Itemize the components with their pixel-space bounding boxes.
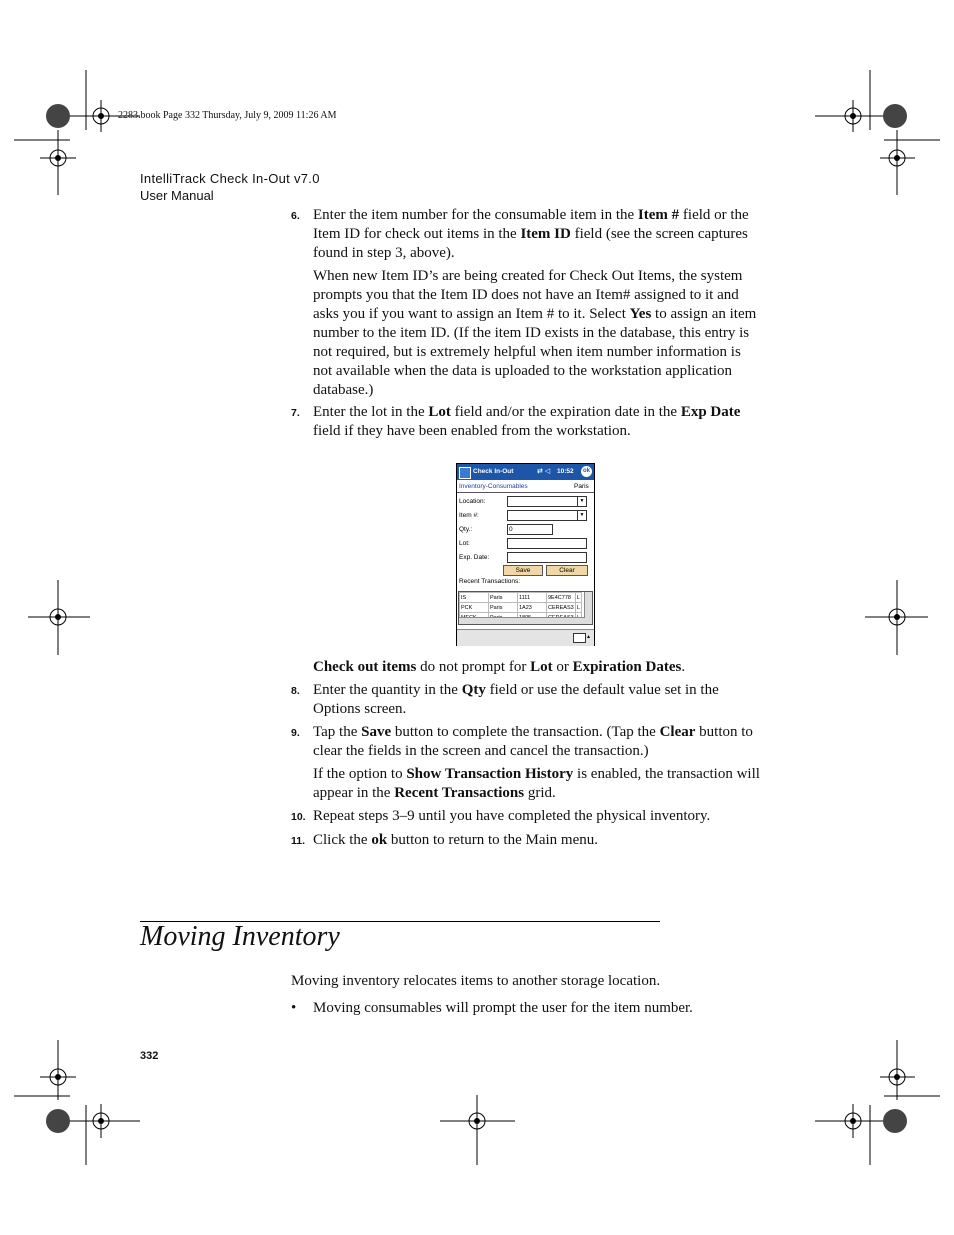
step-6-paragraph-2 [313,267,761,400]
exp-date-input[interactable] [507,552,587,563]
keyboard-icon[interactable] [573,633,586,643]
table-cell: Paris [489,593,518,603]
section-title: Moving Inventory [140,921,340,952]
table-cell: CEREAS3 [548,604,574,611]
text-run: grid. [524,785,556,801]
step-6-paragraph [313,206,761,263]
table-cell: 1A23 [518,603,547,613]
table-cell: PCK [460,603,489,613]
location-dropdown[interactable] [507,496,587,507]
print-mark-text: 2283.book Page 332 Thursday, July 9, 2009 11:26 AM [118,110,337,121]
device-screen-name: Inventory-Consumables [459,483,528,490]
windows-start-icon[interactable] [459,467,471,479]
text-run: field or the Item ID for check out items in the [313,207,749,242]
table-cell: Paris [489,603,518,613]
text-run: Enter the item number for the consumable item in the [313,207,638,223]
text-run-bold: ok [371,832,388,848]
table-row[interactable] [460,593,582,603]
text-run: field if they have been enabled from the workstation. [313,423,631,439]
bullet: • [291,1000,297,1016]
text-run-bold: Exp Date [680,404,741,420]
recent-transactions-grid[interactable] [458,591,593,625]
lot-label: Lot: [459,540,470,547]
step-11-paragraph [313,831,761,850]
text-run: Tap the [313,724,362,740]
table-cell: L [577,604,581,611]
device-site: Paris [574,483,589,490]
text-run-bold: Lot [530,659,553,675]
signal-icon: ⇄ ◁ [537,468,551,475]
qty-label: Qty.: [459,526,473,533]
divider [457,492,594,493]
table-cell: IS [460,593,489,603]
text-run-bold: Expiration Dates [572,659,682,675]
text-run-bold: Yes [629,306,652,322]
table-row[interactable] [460,603,582,613]
text-run: Click the [313,832,372,848]
step-7-paragraph [313,403,761,441]
lot-input[interactable] [507,538,587,549]
text-run-bold: Item # [637,207,680,223]
device-bottom-bar [457,629,594,646]
text-run: do not prompt for [416,659,531,675]
text-run: to assign an item number to the item ID. (If the item ID exists in the database, this entry is not required, but is extremely helpful when item number information is not available when the data is uploaded to the workstation application database.) [313,306,757,398]
text-run: . [681,659,686,675]
text-run-bold: Qty [461,682,486,698]
horizontal-scrollbar[interactable] [459,617,585,624]
step-10-paragraph: Repeat steps 3–9 until you have completed the physical inventory. [313,808,711,824]
text-run: If the option to [313,766,407,782]
table-cell: 9E4C778 [547,593,576,603]
chevron-up-icon[interactable]: ▲ [586,634,591,640]
chevron-down-icon[interactable]: ▼ [577,511,586,520]
text-run: When new Item ID’s are being created for Check Out Items, the system prompts you that the Item ID does not have an Item# assigned to it and asks you if you want to assign an Item # to it. Select [313,268,743,322]
text-run: Enter the quantity in the [313,682,462,698]
text-run: field and/or the expiration date in the [450,404,681,420]
page-number: 332 [140,1050,159,1062]
step-number: 8. [291,685,300,697]
exp-date-label: Exp. Date: [459,554,490,561]
text-run: is enabled, the transaction will appear in the [313,766,760,801]
device-title-bar [457,464,594,480]
qty-input[interactable]: 0 [507,524,553,535]
text-run: button to clear the fields in the screen and cancel the transaction.) [313,724,753,759]
text-run: field (see the screen captures found in step 3, above). [313,226,748,261]
vertical-scrollbar[interactable] [584,592,592,624]
step-number: 11. [291,835,306,847]
text-run-bold: Item ID [520,226,571,242]
save-button[interactable]: Save [503,565,543,576]
text-run-bold: Clear [659,724,696,740]
text-run-bold: Show Transaction History [406,766,574,782]
step-number: 6. [291,210,300,222]
text-run-bold: Check out items [313,659,417,675]
device-screenshot [456,463,595,646]
text-run: or [552,659,573,675]
running-header-subtitle: User Manual [140,188,214,203]
clear-button[interactable]: Clear [546,565,588,576]
section-intro: Moving inventory relocates items to another storage location. [291,973,661,989]
device-app-title: Check In-Out [473,468,514,475]
step-9-paragraph [313,723,761,761]
device-time: 10:52 [557,468,574,475]
text-run: Enter the lot in the [313,404,429,420]
step-number: 10. [291,811,306,823]
step-number: 9. [291,727,300,739]
device-ok-button[interactable]: ok [581,466,592,477]
step-9-paragraph-2 [313,765,761,803]
text-run-bold: Lot [428,404,451,420]
text-run: field or use the default value set in the Options screen. [313,682,719,717]
running-header-title: IntelliTrack Check In-Out v7.0 [140,171,320,186]
text-run: button to complete the transaction. (Tap the [391,724,660,740]
recent-transactions-label: Recent Transactions: [459,578,521,585]
check-out-note [313,658,761,677]
text-run: button to return to the Main menu. [387,832,598,848]
text-run-bold: Recent Transactions [394,785,525,801]
table-cell: L [577,594,581,601]
item-label: Item #: [459,512,479,519]
table-cell: 1111 [518,593,547,603]
text-run-bold: Save [361,724,392,740]
location-label: Location: [459,498,486,505]
bullet-text: Moving consumables will prompt the user for the item number. [313,1000,693,1016]
item-dropdown[interactable] [507,510,587,521]
step-8-paragraph [313,681,761,719]
chevron-down-icon[interactable]: ▼ [577,497,586,506]
step-number: 7. [291,407,300,419]
